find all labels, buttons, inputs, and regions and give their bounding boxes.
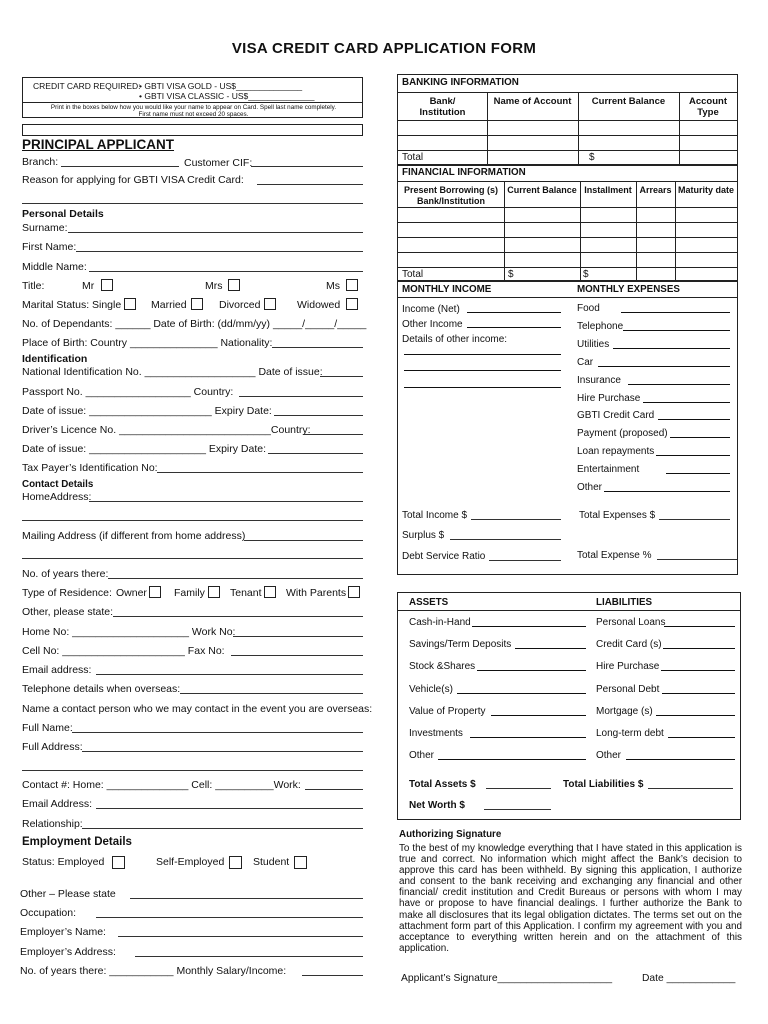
branch-field[interactable] — [61, 166, 179, 167]
total-expense-pct-label: Total Expense % — [577, 550, 652, 561]
signature-date-field[interactable]: Date ____________ — [642, 973, 736, 984]
financial-col-borrowing-line2: Bank/Institution — [417, 196, 485, 206]
banking-heading: BANKING INFORMATION — [402, 77, 519, 88]
liability-item-field[interactable] — [668, 737, 735, 738]
card-required-label: CREDIT CARD REQUIRED: — [33, 81, 141, 91]
divider — [398, 92, 737, 93]
self-employed-checkbox[interactable] — [229, 856, 242, 869]
personal-details-heading: Personal Details — [22, 208, 104, 220]
title-ms-checkbox[interactable] — [346, 279, 358, 291]
residence-owner-checkbox[interactable] — [149, 586, 161, 598]
total-income-field[interactable] — [471, 519, 561, 520]
financial-row-4[interactable] — [398, 252, 737, 253]
passport-issue-label: Date of issue: _____________________ Expiry Date: — [22, 405, 272, 417]
title-mrs-label: Mrs — [205, 280, 223, 292]
other-state-field[interactable] — [113, 616, 363, 617]
relationship-label: Relationship: — [22, 818, 83, 830]
total-liabilities-label: Total Liabilities $ — [563, 779, 644, 790]
marital-married-checkbox[interactable] — [191, 298, 203, 310]
total-assets-label: Total Assets $ — [409, 779, 476, 790]
email-field[interactable] — [96, 674, 363, 675]
nationality-field[interactable] — [272, 347, 363, 348]
passport-expiry-field[interactable] — [274, 415, 363, 416]
financial-col-installment: Installment — [584, 185, 632, 195]
marital-married-label: Married — [151, 299, 187, 311]
surname-field[interactable] — [68, 232, 363, 233]
employment-heading: Employment Details — [22, 836, 132, 848]
identification-heading: Identification — [22, 353, 88, 365]
liability-item-label: Personal Loans — [596, 617, 666, 628]
residence-type-label: Type of Residence: — [22, 587, 112, 599]
financial-row-1[interactable] — [398, 207, 737, 208]
divider — [636, 181, 637, 281]
dependants-dob-label: No. of Dependants: ______ Date of Birth: (dd/mm/yy) _____/_____/_____ — [22, 318, 367, 330]
marital-divorced-label: Divorced — [219, 299, 261, 311]
expense-item-label: GBTI Credit Card — [577, 410, 655, 422]
liability-item-label: Other — [596, 750, 622, 762]
title-mr-checkbox[interactable] — [101, 279, 113, 291]
financial-total-installment-currency: $ — [583, 269, 589, 280]
card-note-1: Print in the boxes below how you would like your name to appear on Card. Spell last name completely. — [50, 104, 337, 111]
asset-item-field[interactable] — [491, 715, 586, 716]
expense-item-field[interactable] — [666, 473, 730, 474]
expense-item-field[interactable] — [621, 312, 730, 313]
title-label: Title: — [22, 280, 45, 292]
home-address-field[interactable] — [89, 501, 363, 502]
expense-item-label: Telephone — [577, 320, 624, 332]
financial-row-3[interactable] — [398, 237, 737, 238]
total-expense-pct-field[interactable] — [657, 559, 737, 560]
liability-item-field[interactable] — [663, 648, 735, 649]
financial-col-maturity: Maturity date — [677, 185, 734, 195]
asset-item-field[interactable] — [438, 759, 586, 760]
expense-item-label: Insurance — [577, 374, 621, 386]
expense-item-field[interactable] — [658, 419, 730, 420]
other-state-label: Other, please state: — [22, 606, 114, 618]
title-mrs-checkbox[interactable] — [228, 279, 240, 291]
full-name-field[interactable] — [72, 732, 363, 733]
financial-row-5[interactable] — [398, 267, 737, 268]
name-on-card-boxes[interactable] — [22, 124, 363, 136]
financial-heading: FINANCIAL INFORMATION — [402, 167, 526, 178]
debt-service-ratio-field[interactable] — [489, 560, 561, 561]
home-address-field-2[interactable] — [22, 520, 363, 521]
employer-name-label: Employer’s Name: — [20, 926, 106, 938]
occupation-field[interactable] — [96, 917, 363, 918]
expense-item-field[interactable] — [598, 366, 730, 367]
status-employed-label: Status: Employed — [22, 856, 105, 868]
expense-item-label: Payment (proposed) — [577, 428, 668, 440]
liability-item-label: Personal Debt — [596, 683, 660, 695]
residence-parents-label: With Parents — [286, 587, 347, 599]
banking-col-balance: Current Balance — [591, 96, 666, 107]
financial-table — [397, 164, 738, 282]
liability-item-label: Long-term debt — [596, 728, 664, 739]
surplus-field[interactable] — [450, 539, 561, 540]
other-income-label: Other Income — [402, 319, 463, 330]
status-employed-checkbox[interactable] — [112, 856, 125, 869]
student-checkbox[interactable] — [294, 856, 307, 869]
income-net-label: Income (Net) — [402, 304, 460, 315]
assets-liabilities-box — [397, 592, 741, 820]
other-income-details-field-2[interactable] — [404, 370, 561, 371]
home-work-no-label: Home No: ____________________ Work No: — [22, 626, 236, 638]
expense-item-label: Entertainment — [577, 464, 640, 476]
expense-item-field[interactable] — [613, 348, 730, 349]
licence-expiry-field[interactable] — [268, 453, 363, 454]
card-required-box — [22, 77, 363, 118]
asset-item-label: Savings/Term Deposits — [409, 639, 512, 651]
liability-item-field[interactable] — [662, 693, 735, 694]
other-employment-field[interactable] — [130, 898, 363, 899]
customer-cif-field[interactable] — [251, 166, 363, 167]
liability-item-field[interactable] — [664, 626, 735, 627]
marital-widowed-checkbox[interactable] — [346, 298, 358, 310]
liability-item-label: Mortgage (s) — [596, 705, 653, 717]
asset-item-label: Cash-in-Hand — [409, 617, 471, 628]
middle-name-field[interactable] — [89, 271, 363, 272]
residence-parents-checkbox[interactable] — [348, 586, 360, 598]
customer-cif-label: Customer CIF: — [184, 157, 253, 169]
liability-item-field[interactable] — [661, 670, 735, 671]
fax-no-field[interactable] — [231, 655, 363, 656]
financial-row-2[interactable] — [398, 222, 737, 223]
banking-col-bank-line2: Institution — [419, 107, 466, 118]
expense-item-label: Hire Purchase — [577, 392, 641, 404]
reason-label: Reason for applying for GBTI VISA Credit Card: — [22, 174, 244, 186]
drivers-licence-label: Driver’s Licence No. __________________________Country: — [22, 424, 311, 436]
divider — [398, 610, 740, 611]
monthly-expenses-heading: MONTHLY EXPENSES — [577, 284, 680, 295]
mailing-address-field-2[interactable] — [22, 558, 363, 559]
banking-row-2[interactable] — [398, 135, 737, 136]
contact-details-heading: Contact Details — [22, 479, 94, 490]
full-address-field[interactable] — [82, 751, 363, 752]
email-label: Email address: — [22, 664, 92, 676]
banking-table — [397, 74, 738, 166]
total-income-label: Total Income $ — [402, 510, 468, 521]
other-income-details-label: Details of other income: — [402, 334, 508, 345]
financial-col-borrowing-line1: Present Borrowing (s) — [403, 185, 498, 195]
monthly-income-heading: MONTHLY INCOME — [402, 284, 492, 295]
asset-item-field[interactable] — [477, 670, 586, 671]
banking-col-bank — [398, 96, 487, 118]
banking-col-type — [679, 96, 737, 118]
reason-field[interactable] — [257, 184, 363, 185]
expense-item-field[interactable] — [656, 455, 730, 456]
liability-item-field[interactable] — [656, 715, 735, 716]
financial-total-balance-currency: $ — [508, 269, 514, 280]
principal-applicant-heading: PRINCIPAL APPLICANT — [22, 137, 175, 152]
asset-item-field[interactable] — [515, 648, 586, 649]
birth-place-label: Place of Birth: Country _______________ Nationality: — [22, 337, 273, 349]
marital-status-label: Marital Status: — [22, 299, 90, 311]
expense-item-label: Car — [577, 356, 594, 368]
employer-address-label: Employer’s Address: — [20, 946, 116, 958]
expense-item-field[interactable] — [643, 402, 730, 403]
divider — [578, 92, 579, 165]
debt-service-ratio-label: Debt Service Ratio — [402, 551, 486, 562]
financial-col-arrears: Arrears — [639, 185, 672, 195]
authorizing-signature-heading: Authorizing Signature — [399, 829, 502, 840]
expense-item-label: Food — [577, 303, 600, 314]
asset-item-label: Other — [409, 750, 435, 762]
relationship-field[interactable] — [82, 828, 363, 829]
asset-item-label: Investments — [409, 728, 463, 739]
liability-item-label: Credit Card (s) — [596, 639, 662, 651]
expense-item-field[interactable] — [670, 437, 730, 438]
residence-tenant-checkbox[interactable] — [264, 586, 276, 598]
banking-col-account-name: Name of Account — [493, 96, 572, 107]
net-worth-field[interactable] — [484, 809, 551, 810]
financial-col-borrowing — [398, 185, 504, 207]
other-income-field[interactable] — [467, 327, 561, 328]
licence-issue-label: Date of issue: ____________________ Expiry Date: — [22, 443, 267, 455]
occupation-label: Occupation: — [20, 907, 77, 919]
other-income-details-field-1[interactable] — [404, 354, 561, 355]
financial-col-balance: Current Balance — [507, 185, 577, 195]
marital-single-label: Single — [92, 299, 122, 311]
tax-id-field[interactable] — [157, 472, 363, 473]
banking-total-currency: $ — [589, 152, 595, 163]
total-assets-field[interactable] — [486, 788, 551, 789]
financial-total-label: Total — [402, 269, 424, 280]
contact-work-field[interactable] — [305, 789, 363, 790]
liability-item-field[interactable] — [626, 759, 735, 760]
passport-label: Passport No. __________________ Country: — [22, 386, 234, 398]
first-name-field[interactable] — [76, 251, 363, 252]
other-income-details-field-3[interactable] — [404, 387, 561, 388]
cell-fax-no-label: Cell No: _____________________ Fax No: — [22, 645, 225, 657]
salary-field[interactable] — [302, 975, 363, 976]
telephone-overseas-label: Telephone details when overseas: — [22, 683, 181, 695]
divider — [398, 297, 737, 298]
national-id-label: National Identification No. ___________________ Date of issue: — [22, 366, 323, 378]
card-gold-option[interactable]: • GBTI VISA GOLD - US$______________ — [139, 81, 303, 91]
telephone-overseas-field[interactable] — [180, 693, 363, 694]
total-expenses-label: Total Expenses $ — [579, 510, 656, 521]
contact-person-label: Name a contact person who we may contact in the event you are overseas: — [22, 703, 373, 715]
email2-field[interactable] — [96, 808, 363, 809]
divider — [398, 181, 737, 182]
divider — [675, 181, 676, 281]
asset-item-label: Vehicle(s) — [409, 683, 453, 695]
passport-country-field[interactable] — [239, 396, 363, 397]
years-salary-label: No. of years there: ___________ Monthly Salary/Income: — [20, 965, 287, 977]
title-ms-label: Ms — [326, 280, 340, 292]
banking-col-bank-line1: Bank/ — [429, 96, 456, 107]
liabilities-heading: LIABILITIES — [596, 597, 653, 608]
national-id-date-field[interactable] — [320, 376, 363, 377]
expense-item-label: Utilities — [577, 338, 610, 350]
home-address-label: HomeAddress: — [22, 491, 92, 503]
mailing-address-field[interactable] — [244, 540, 363, 541]
residence-owner-label: Owner — [116, 587, 147, 599]
title-mr-label: Mr — [82, 280, 95, 292]
residence-family-checkbox[interactable] — [208, 586, 220, 598]
banking-row-3[interactable] — [398, 150, 737, 151]
banking-col-type-line1: Account — [689, 96, 727, 107]
expense-item-field[interactable] — [628, 384, 730, 385]
form-title: VISA CREDIT CARD APPLICATION FORM — [231, 40, 537, 57]
full-address-field-2[interactable] — [22, 770, 363, 771]
monthly-income-expenses — [397, 280, 738, 575]
liability-item-label: Hire Purchase — [596, 661, 660, 673]
surname-label: Surname: — [22, 222, 68, 234]
asset-item-label: Value of Property — [409, 705, 486, 717]
divider — [23, 102, 362, 103]
full-address-label: Full Address: — [22, 741, 83, 753]
full-name-label: Full Name: — [22, 722, 73, 734]
branch-label: Branch: — [22, 156, 59, 168]
assets-heading: ASSETS — [409, 597, 449, 608]
expense-item-field[interactable] — [604, 491, 730, 492]
tax-id-label: Tax Payer’s Identification No: — [22, 462, 158, 474]
expense-item-field[interactable] — [623, 330, 730, 331]
self-employed-label: Self-Employed — [156, 856, 225, 868]
expense-item-label: Loan repayments — [577, 446, 655, 458]
divider — [580, 181, 581, 281]
middle-name-label: Middle Name: — [22, 261, 87, 273]
asset-item-field[interactable] — [470, 737, 586, 738]
banking-total-label: Total — [402, 152, 424, 163]
asset-item-label: Stock &Shares — [409, 661, 476, 673]
divider — [679, 92, 680, 165]
applicant-signature-field[interactable]: Applicant’s Signature____________________ — [401, 973, 613, 984]
licence-country-field[interactable] — [303, 434, 363, 435]
residence-tenant-label: Tenant — [230, 587, 262, 599]
first-name-label: First Name: — [22, 241, 77, 253]
years-there-field[interactable] — [108, 578, 363, 579]
total-liabilities-field[interactable] — [648, 788, 733, 789]
contact-numbers-label: Contact #: Home: ______________ Cell: __________Work: — [22, 779, 301, 791]
surplus-label: Surplus $ — [402, 530, 445, 541]
divider — [504, 181, 505, 281]
card-note-2: First name must not exceed 20 spaces. — [138, 111, 249, 118]
employer-name-field[interactable] — [118, 936, 363, 937]
marital-single-checkbox[interactable] — [124, 298, 136, 310]
asset-item-field[interactable] — [457, 693, 586, 694]
employer-address-field[interactable] — [135, 956, 363, 957]
work-no-field[interactable] — [233, 636, 363, 637]
email2-label: Email Address: — [22, 798, 93, 810]
banking-row-1[interactable] — [398, 120, 737, 121]
card-classic-option[interactable]: • GBTI VISA CLASSIC - US$______________ — [139, 91, 315, 101]
asset-item-field[interactable] — [472, 626, 586, 627]
marital-divorced-checkbox[interactable] — [264, 298, 276, 310]
income-net-field[interactable] — [467, 312, 561, 313]
total-expenses-field[interactable] — [659, 519, 730, 520]
mailing-address-label: Mailing Address (if different from home address) — [22, 530, 246, 542]
authorization-text: To the best of my knowledge everything that I have stated in this application is true and correct. No information which might affect the Bank’s decision to approve this card has been withheld. By signing this application, I authorize and consent to the bank receiving and exchanging any financial and other financial/ credit institution and Credit Bureaus or persons with whom I may have or propose to have financial dealings. I further authorize the Bank to make all disclosures that its legal obligation dictates. The terms set out on the attachment form part of this Application. I confirm my agreement with you and acceptance to everything written herein and on the attachment of this application. — [399, 843, 742, 954]
divider — [487, 92, 488, 165]
banking-col-type-line2: Type — [697, 107, 719, 118]
expense-item-label: Other — [577, 482, 603, 493]
other-employment-label: Other – Please state — [20, 888, 116, 900]
years-there-label: No. of years there: — [22, 568, 109, 580]
marital-widowed-label: Widowed — [297, 299, 341, 311]
residence-family-label: Family — [174, 587, 205, 599]
student-label: Student — [253, 856, 290, 868]
reason-field-2[interactable] — [22, 203, 363, 204]
net-worth-label: Net Worth $ — [409, 800, 465, 811]
